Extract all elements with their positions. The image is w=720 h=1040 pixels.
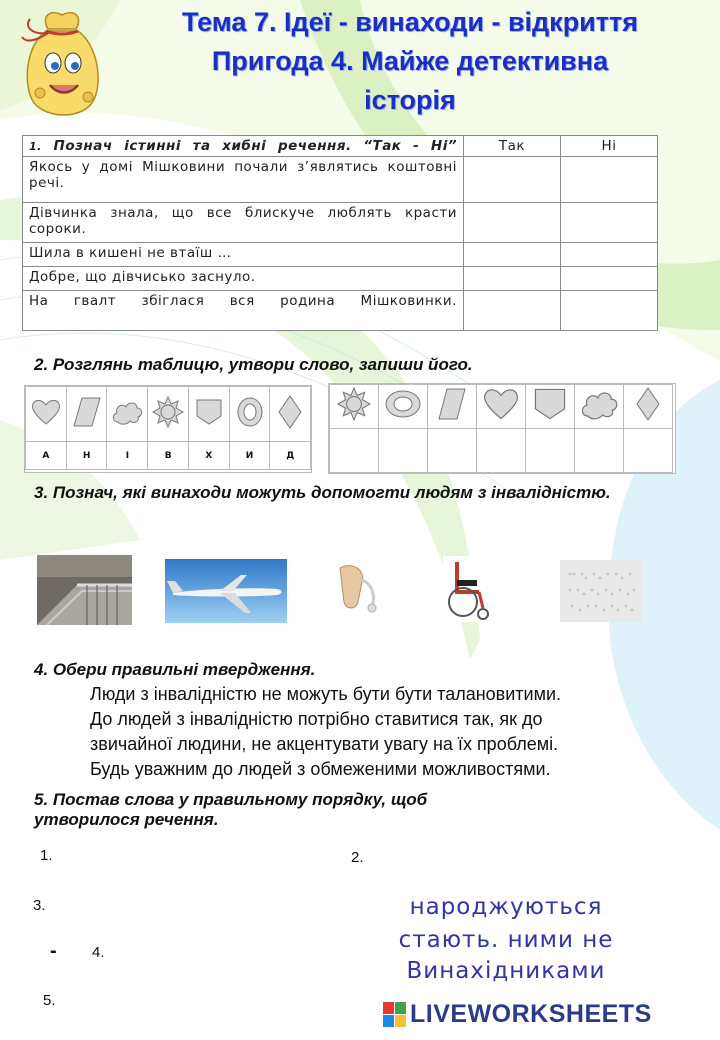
- table-header-row: [23, 136, 658, 157]
- shape-key-table: [24, 385, 312, 473]
- answer-yes-cell[interactable]: [464, 291, 561, 331]
- cloud-icon: [575, 385, 624, 429]
- answer-letter-cell[interactable]: [526, 429, 575, 473]
- column-no: Ні: [561, 136, 658, 157]
- liveworksheets-brand: LIVEWORKSHEETS: [410, 1000, 652, 1028]
- key-letter: И: [229, 442, 270, 470]
- key-letter: І: [107, 442, 148, 470]
- answer-yes-cell[interactable]: [464, 203, 561, 243]
- task5-prompt-2: утворилося речення.: [34, 810, 219, 829]
- hearing-aid-photo[interactable]: [328, 558, 390, 620]
- table-row: [23, 243, 658, 267]
- key-letter: Х: [189, 442, 230, 470]
- key-letter: Н: [66, 442, 107, 470]
- key-letter: Д: [270, 442, 311, 470]
- airplane-photo[interactable]: [165, 559, 287, 623]
- heart-icon: [477, 385, 526, 429]
- true-false-table: [22, 135, 658, 331]
- statement-option[interactable]: Будь уважним до людей з обмеженими можливостями.: [90, 759, 551, 779]
- statement-cell: Добре, що дівчисько заснуло.: [23, 267, 464, 291]
- statement-option[interactable]: До людей з інвалідністю потрібно ставитися так, як до: [90, 709, 543, 729]
- diamond-icon: [270, 387, 311, 442]
- draggable-word[interactable]: стають. ними не: [398, 927, 614, 953]
- answer-slot-label: 5.: [43, 992, 56, 1009]
- statement-option-continued[interactable]: звичайної людини, не акцентувати увагу на їх проблемі.: [90, 734, 559, 754]
- answer-no-cell[interactable]: [561, 291, 658, 331]
- answer-slot-label: 1.: [40, 847, 53, 864]
- dash-mark: -: [50, 940, 57, 962]
- pentagon-icon: [526, 385, 575, 429]
- answer-slot-label: 4.: [92, 944, 105, 961]
- answer-slot-label: 2.: [351, 849, 364, 866]
- draggable-word[interactable]: народжуються: [409, 894, 603, 920]
- pentagon-icon: [189, 387, 230, 442]
- answer-slot-label: 3.: [33, 897, 46, 914]
- statement-option[interactable]: Люди з інвалідністю не можуть бути бути талановитими.: [90, 684, 562, 704]
- task5-prompt: 5. Постав слова у правильному порядку, щоб: [34, 790, 428, 809]
- answer-no-cell[interactable]: [561, 157, 658, 203]
- parallelogram-icon: [428, 385, 477, 429]
- answer-no-cell[interactable]: [561, 243, 658, 267]
- shape-puzzle-table: [328, 383, 676, 474]
- draggable-word[interactable]: Винахідниками: [406, 958, 606, 984]
- sun-icon: [148, 387, 189, 442]
- sun-icon: [330, 385, 379, 429]
- table-row: [23, 291, 658, 331]
- page-subtitle-2: історія: [364, 85, 456, 115]
- table-row: [23, 267, 658, 291]
- page-subtitle: Пригода 4. Майже детективна: [211, 46, 609, 76]
- table-row: [23, 157, 658, 203]
- answer-yes-cell[interactable]: [464, 243, 561, 267]
- wheelchair-photo[interactable]: [443, 556, 493, 622]
- answer-letter-cell[interactable]: [428, 429, 477, 473]
- ring-icon: [229, 387, 270, 442]
- answer-no-cell[interactable]: [561, 203, 658, 243]
- statement-cell: Якось у домі Мішковини почали з’являтись коштовні речі.: [23, 157, 464, 203]
- table-row: [23, 203, 658, 243]
- answer-yes-cell[interactable]: [464, 157, 561, 203]
- task3-prompt: 3. Познач, які винаходи можуть допомогти людям з інвалідністю.: [34, 483, 611, 502]
- answer-letter-cell[interactable]: [330, 429, 379, 473]
- heart-icon: [26, 387, 67, 442]
- answer-no-cell[interactable]: [561, 267, 658, 291]
- answer-letter-cell[interactable]: [477, 429, 526, 473]
- task4-prompt: 4. Обери правильні твердження.: [34, 660, 316, 679]
- task1-prompt: 1. Познач істинні та хибні речення. “Так - Ні”: [23, 136, 464, 157]
- cloud-icon: [107, 387, 148, 442]
- statement-cell: На гвалт збіглася вся родина Мішковинки.: [23, 291, 464, 331]
- task2-prompt: 2. Розглянь таблицю, утвори слово, запиши його.: [34, 355, 473, 374]
- ramp-photo[interactable]: [37, 555, 132, 625]
- liveworksheets-logo-icon: [383, 1002, 407, 1028]
- answer-letter-cell[interactable]: [624, 429, 673, 473]
- ring-icon: [379, 385, 428, 429]
- key-letter: А: [26, 442, 67, 470]
- pouch-mascot-icon: [18, 5, 106, 125]
- parallelogram-icon: [66, 387, 107, 442]
- answer-yes-cell[interactable]: [464, 267, 561, 291]
- answer-letter-cell[interactable]: [575, 429, 624, 473]
- diamond-icon: [624, 385, 673, 429]
- braille-photo[interactable]: [560, 560, 642, 622]
- page-title: Тема 7. Ідеї - винаходи - відкриття: [182, 7, 638, 37]
- answer-letter-cell[interactable]: [379, 429, 428, 473]
- key-letter: В: [148, 442, 189, 470]
- column-yes: Так: [464, 136, 561, 157]
- statement-cell: Шила в кишені не втаїш …: [23, 243, 464, 267]
- statement-cell: Дівчинка знала, що все блискуче люблять красти сороки.: [23, 203, 464, 243]
